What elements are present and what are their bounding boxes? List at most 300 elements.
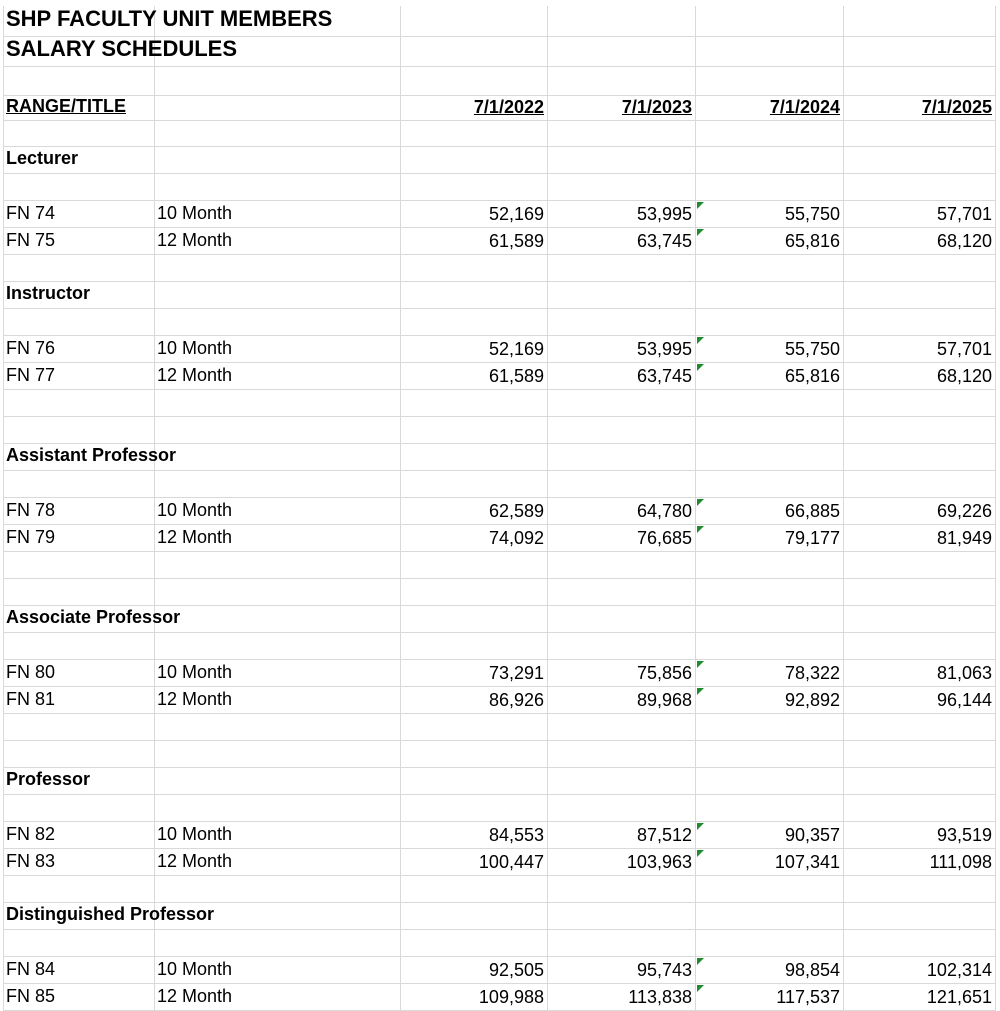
column-header-date: 7/1/2022 — [473, 97, 544, 117]
empty-cell[interactable] — [548, 309, 696, 336]
empty-cell[interactable] — [155, 147, 401, 174]
table-row — [3, 849, 996, 876]
term-cell[interactable] — [155, 498, 401, 525]
salary-cell[interactable] — [844, 822, 996, 849]
empty-cell[interactable] — [696, 174, 844, 201]
empty-cell[interactable] — [548, 282, 696, 309]
salary-value: 90,357 — [784, 825, 840, 845]
empty-cell[interactable] — [548, 37, 696, 67]
empty-cell[interactable] — [401, 876, 548, 903]
error-indicator-icon[interactable] — [697, 661, 704, 668]
empty-cell[interactable] — [401, 6, 548, 37]
term-cell[interactable] — [155, 336, 401, 363]
blank-row — [3, 633, 996, 660]
empty-cell[interactable] — [696, 903, 844, 930]
salary-value: 109,988 — [478, 987, 544, 1007]
sheet-title-line-2: SALARY SCHEDULES — [6, 36, 238, 61]
empty-cell[interactable] — [3, 714, 155, 741]
salary-value: 107,341 — [774, 852, 840, 872]
empty-cell[interactable] — [548, 417, 696, 444]
empty-cell[interactable] — [155, 255, 401, 282]
term-label: 10 Month — [157, 338, 233, 358]
salary-cell[interactable] — [401, 660, 548, 687]
section-label-cell[interactable] — [3, 147, 155, 174]
empty-cell[interactable] — [155, 552, 401, 579]
salary-value: 53,995 — [636, 204, 692, 224]
empty-cell[interactable] — [844, 67, 996, 96]
empty-cell[interactable] — [696, 67, 844, 96]
range-code: FN 80 — [6, 662, 56, 682]
empty-cell[interactable] — [548, 390, 696, 417]
empty-cell[interactable] — [844, 444, 996, 471]
salary-cell[interactable] — [401, 363, 548, 390]
title-row — [3, 6, 996, 37]
salary-cell[interactable] — [401, 201, 548, 228]
empty-cell[interactable] — [3, 67, 155, 96]
blank-row — [3, 417, 996, 444]
error-indicator-icon[interactable] — [697, 958, 704, 965]
empty-cell[interactable] — [696, 930, 844, 957]
empty-cell[interactable] — [548, 255, 696, 282]
empty-cell[interactable] — [155, 96, 401, 121]
empty-cell[interactable] — [401, 255, 548, 282]
range-cell[interactable] — [3, 525, 155, 552]
term-label: 12 Month — [157, 851, 233, 871]
empty-cell[interactable] — [696, 606, 844, 633]
empty-cell[interactable] — [401, 444, 548, 471]
empty-cell[interactable] — [401, 147, 548, 174]
term-cell[interactable] — [155, 984, 401, 1011]
empty-cell[interactable] — [155, 579, 401, 606]
empty-cell[interactable] — [548, 876, 696, 903]
column-header-date: 7/1/2025 — [921, 97, 992, 117]
empty-cell[interactable] — [844, 606, 996, 633]
salary-cell[interactable] — [401, 849, 548, 876]
range-cell[interactable] — [3, 228, 155, 255]
empty-cell[interactable] — [155, 768, 401, 795]
empty-cell[interactable] — [844, 876, 996, 903]
salary-cell[interactable] — [548, 525, 696, 552]
section-label-cell[interactable] — [3, 903, 215, 930]
salary-value: 68,120 — [936, 231, 992, 251]
salary-cell[interactable] — [401, 822, 548, 849]
salary-cell[interactable] — [401, 525, 548, 552]
header-range-title[interactable] — [3, 96, 155, 121]
blank-row — [3, 930, 996, 957]
empty-cell[interactable] — [548, 552, 696, 579]
empty-cell[interactable] — [401, 606, 548, 633]
range-code: FN 85 — [6, 986, 56, 1006]
empty-cell[interactable] — [401, 552, 548, 579]
empty-cell[interactable] — [696, 417, 844, 444]
empty-cell[interactable] — [3, 795, 155, 822]
term-cell[interactable] — [155, 363, 401, 390]
empty-cell[interactable] — [696, 282, 844, 309]
salary-value: 64,780 — [636, 501, 692, 521]
empty-cell[interactable] — [844, 552, 996, 579]
empty-cell[interactable] — [3, 930, 155, 957]
empty-cell[interactable] — [3, 417, 155, 444]
section-row — [3, 903, 996, 930]
header-row — [3, 96, 996, 121]
empty-cell[interactable] — [696, 768, 844, 795]
table-row — [3, 228, 996, 255]
salary-value: 66,885 — [784, 501, 840, 521]
salary-cell[interactable] — [844, 228, 996, 255]
salary-cell[interactable] — [548, 228, 696, 255]
salary-cell[interactable] — [844, 201, 996, 228]
empty-cell[interactable] — [401, 309, 548, 336]
error-indicator-icon[interactable] — [697, 499, 704, 506]
salary-cell[interactable] — [548, 201, 696, 228]
error-indicator-icon[interactable] — [697, 688, 704, 695]
empty-cell[interactable] — [155, 37, 401, 67]
empty-cell[interactable] — [696, 552, 844, 579]
range-cell[interactable] — [3, 822, 155, 849]
empty-cell[interactable] — [3, 579, 155, 606]
section-row — [3, 606, 996, 633]
range-code: FN 78 — [6, 500, 56, 520]
salary-cell[interactable] — [844, 363, 996, 390]
empty-cell[interactable] — [696, 147, 844, 174]
empty-cell[interactable] — [844, 147, 996, 174]
salary-value: 52,169 — [488, 339, 544, 359]
section-label-cell[interactable] — [3, 768, 155, 795]
salary-value: 55,750 — [784, 204, 840, 224]
salary-cell[interactable] — [696, 660, 844, 687]
salary-cell[interactable] — [844, 687, 996, 714]
section-title: Instructor — [6, 283, 91, 303]
term-label: 12 Month — [157, 365, 233, 385]
salary-cell[interactable] — [548, 363, 696, 390]
empty-cell[interactable] — [155, 121, 401, 147]
salary-cell[interactable] — [401, 984, 548, 1011]
empty-cell[interactable] — [401, 121, 548, 147]
empty-cell[interactable] — [155, 67, 401, 96]
salary-cell[interactable] — [548, 687, 696, 714]
salary-cell[interactable] — [696, 822, 844, 849]
empty-cell[interactable] — [696, 309, 844, 336]
empty-cell[interactable] — [844, 471, 996, 498]
salary-cell[interactable] — [548, 660, 696, 687]
empty-cell[interactable] — [844, 390, 996, 417]
empty-cell[interactable] — [696, 633, 844, 660]
empty-cell[interactable] — [844, 930, 996, 957]
empty-cell[interactable] — [696, 255, 844, 282]
salary-cell[interactable] — [548, 336, 696, 363]
salary-value: 89,968 — [636, 690, 692, 710]
term-cell[interactable] — [155, 201, 401, 228]
salary-value: 73,291 — [488, 663, 544, 683]
salary-cell[interactable] — [844, 984, 996, 1011]
salary-cell[interactable] — [696, 525, 844, 552]
range-cell[interactable] — [3, 984, 155, 1011]
salary-cell[interactable] — [548, 822, 696, 849]
salary-cell[interactable] — [548, 498, 696, 525]
empty-cell[interactable] — [401, 390, 548, 417]
section-label-cell[interactable] — [3, 444, 177, 471]
empty-cell[interactable] — [3, 121, 155, 147]
salary-cell[interactable] — [696, 228, 844, 255]
salary-cell[interactable] — [401, 687, 548, 714]
empty-cell[interactable] — [844, 903, 996, 930]
empty-cell[interactable] — [3, 741, 155, 768]
term-cell[interactable] — [155, 525, 401, 552]
table-row — [3, 336, 996, 363]
salary-value: 78,322 — [784, 663, 840, 683]
empty-cell[interactable] — [548, 67, 696, 96]
term-label: 10 Month — [157, 500, 233, 520]
salary-cell[interactable] — [401, 336, 548, 363]
empty-cell[interactable] — [844, 121, 996, 147]
empty-cell[interactable] — [3, 471, 155, 498]
column-header-range-title: RANGE/TITLE — [6, 96, 126, 116]
empty-cell[interactable] — [155, 174, 401, 201]
salary-value: 102,314 — [926, 960, 992, 980]
empty-cell[interactable] — [548, 147, 696, 174]
range-cell[interactable] — [3, 687, 155, 714]
empty-cell[interactable] — [844, 282, 996, 309]
header-date-cell[interactable] — [548, 96, 696, 121]
table-row — [3, 687, 996, 714]
salary-cell[interactable] — [696, 984, 844, 1011]
empty-cell[interactable] — [401, 282, 548, 309]
empty-cell[interactable] — [3, 309, 155, 336]
empty-cell[interactable] — [696, 37, 844, 67]
salary-value: 61,589 — [488, 231, 544, 251]
empty-cell[interactable] — [401, 768, 548, 795]
empty-cell[interactable] — [401, 579, 548, 606]
error-indicator-icon[interactable] — [697, 364, 704, 371]
empty-cell[interactable] — [401, 903, 548, 930]
salary-value: 96,144 — [936, 690, 992, 710]
empty-cell[interactable] — [696, 390, 844, 417]
range-cell[interactable] — [3, 201, 155, 228]
empty-cell[interactable] — [155, 444, 401, 471]
section-row — [3, 147, 996, 174]
empty-cell[interactable] — [401, 633, 548, 660]
salary-cell[interactable] — [696, 687, 844, 714]
salary-value: 57,701 — [936, 339, 992, 359]
column-header-date: 7/1/2023 — [621, 97, 692, 117]
empty-cell[interactable] — [548, 768, 696, 795]
range-cell[interactable] — [3, 849, 155, 876]
empty-cell[interactable] — [3, 255, 155, 282]
salary-cell[interactable] — [844, 525, 996, 552]
term-cell[interactable] — [155, 822, 401, 849]
empty-cell[interactable] — [401, 795, 548, 822]
salary-cell[interactable] — [401, 228, 548, 255]
range-cell[interactable] — [3, 336, 155, 363]
table-row — [3, 363, 996, 390]
empty-cell[interactable] — [844, 768, 996, 795]
table-row — [3, 822, 996, 849]
empty-cell[interactable] — [548, 741, 696, 768]
empty-cell[interactable] — [844, 795, 996, 822]
empty-cell[interactable] — [401, 471, 548, 498]
empty-cell[interactable] — [548, 930, 696, 957]
empty-cell[interactable] — [548, 579, 696, 606]
error-indicator-icon[interactable] — [697, 823, 704, 830]
salary-cell[interactable] — [696, 498, 844, 525]
empty-cell[interactable] — [844, 6, 996, 37]
salary-value: 117,537 — [776, 987, 840, 1007]
table-row — [3, 201, 996, 228]
empty-cell[interactable] — [3, 552, 155, 579]
title-cell[interactable] — [3, 36, 238, 67]
table-row — [3, 957, 996, 984]
empty-cell[interactable] — [155, 633, 401, 660]
empty-cell[interactable] — [401, 37, 548, 67]
empty-cell[interactable] — [548, 795, 696, 822]
term-cell[interactable] — [155, 660, 401, 687]
salary-value: 81,063 — [936, 663, 992, 683]
salary-cell[interactable] — [844, 957, 996, 984]
empty-cell[interactable] — [155, 471, 401, 498]
salary-value: 81,949 — [936, 528, 992, 548]
salary-cell[interactable] — [696, 363, 844, 390]
empty-cell[interactable] — [696, 121, 844, 147]
term-label: 10 Month — [157, 203, 233, 223]
header-date-cell[interactable] — [844, 96, 996, 121]
range-code: FN 81 — [6, 689, 56, 709]
empty-cell[interactable] — [548, 444, 696, 471]
empty-cell[interactable] — [696, 741, 844, 768]
salary-value: 62,589 — [488, 501, 544, 521]
salary-value: 87,512 — [636, 825, 692, 845]
empty-cell[interactable] — [155, 930, 401, 957]
salary-cell[interactable] — [696, 849, 844, 876]
error-indicator-icon[interactable] — [697, 337, 704, 344]
empty-cell[interactable] — [844, 37, 996, 67]
term-label: 12 Month — [157, 986, 233, 1006]
empty-cell[interactable] — [696, 714, 844, 741]
empty-cell[interactable] — [3, 876, 155, 903]
term-cell[interactable] — [155, 849, 401, 876]
empty-cell[interactable] — [548, 174, 696, 201]
salary-cell[interactable] — [696, 201, 844, 228]
section-title: Assistant Professor — [6, 445, 177, 465]
salary-cell[interactable] — [548, 957, 696, 984]
empty-cell[interactable] — [696, 471, 844, 498]
empty-cell[interactable] — [155, 6, 401, 37]
range-cell[interactable] — [3, 363, 155, 390]
section-row — [3, 768, 996, 795]
empty-cell[interactable] — [548, 6, 696, 37]
empty-cell[interactable] — [844, 174, 996, 201]
empty-cell[interactable] — [844, 714, 996, 741]
section-label-cell[interactable] — [3, 282, 155, 309]
range-cell[interactable] — [3, 660, 155, 687]
error-indicator-icon[interactable] — [697, 850, 704, 857]
blank-row — [3, 390, 996, 417]
salary-value: 92,505 — [488, 960, 544, 980]
empty-cell[interactable] — [155, 795, 401, 822]
range-code: FN 83 — [6, 851, 56, 871]
term-cell[interactable] — [155, 228, 401, 255]
blank-row — [3, 67, 996, 96]
empty-cell[interactable] — [401, 741, 548, 768]
salary-cell[interactable] — [696, 957, 844, 984]
empty-cell[interactable] — [548, 606, 696, 633]
salary-cell[interactable] — [548, 984, 696, 1011]
empty-cell[interactable] — [155, 606, 401, 633]
salary-cell[interactable] — [844, 498, 996, 525]
section-label-cell[interactable] — [3, 606, 181, 633]
range-code: FN 74 — [6, 203, 56, 223]
empty-cell[interactable] — [844, 309, 996, 336]
range-cell[interactable] — [3, 957, 155, 984]
empty-cell[interactable] — [844, 741, 996, 768]
error-indicator-icon[interactable] — [697, 229, 704, 236]
empty-cell[interactable] — [696, 444, 844, 471]
error-indicator-icon[interactable] — [697, 202, 704, 209]
empty-cell[interactable] — [696, 6, 844, 37]
empty-cell[interactable] — [401, 417, 548, 444]
empty-cell[interactable] — [155, 417, 401, 444]
empty-cell[interactable] — [696, 876, 844, 903]
empty-cell[interactable] — [548, 121, 696, 147]
salary-cell[interactable] — [844, 849, 996, 876]
empty-cell[interactable] — [548, 471, 696, 498]
header-date-cell[interactable] — [696, 96, 844, 121]
empty-cell[interactable] — [401, 67, 548, 96]
term-label: 10 Month — [157, 824, 233, 844]
empty-cell[interactable] — [844, 417, 996, 444]
range-cell[interactable] — [3, 498, 155, 525]
range-code: FN 76 — [6, 338, 56, 358]
empty-cell[interactable] — [3, 390, 155, 417]
empty-cell[interactable] — [401, 930, 548, 957]
title-cell[interactable] — [3, 6, 333, 37]
empty-cell[interactable] — [3, 174, 155, 201]
term-cell[interactable] — [155, 957, 401, 984]
salary-cell[interactable] — [401, 498, 548, 525]
section-row — [3, 282, 996, 309]
empty-cell[interactable] — [155, 714, 401, 741]
empty-cell[interactable] — [155, 876, 401, 903]
empty-cell[interactable] — [548, 714, 696, 741]
header-date-cell[interactable] — [401, 96, 548, 121]
salary-cell[interactable] — [844, 336, 996, 363]
salary-value: 65,816 — [784, 366, 840, 386]
salary-cell[interactable] — [548, 849, 696, 876]
empty-cell[interactable] — [548, 633, 696, 660]
empty-cell[interactable] — [844, 579, 996, 606]
blank-row — [3, 579, 996, 606]
empty-cell[interactable] — [844, 633, 996, 660]
empty-cell[interactable] — [401, 714, 548, 741]
error-indicator-icon[interactable] — [697, 526, 704, 533]
empty-cell[interactable] — [155, 282, 401, 309]
empty-cell[interactable] — [3, 633, 155, 660]
term-cell[interactable] — [155, 687, 401, 714]
salary-cell[interactable] — [844, 660, 996, 687]
empty-cell[interactable] — [155, 309, 401, 336]
empty-cell[interactable] — [696, 795, 844, 822]
empty-cell[interactable] — [155, 390, 401, 417]
empty-cell[interactable] — [844, 255, 996, 282]
salary-cell[interactable] — [401, 957, 548, 984]
empty-cell[interactable] — [548, 903, 696, 930]
empty-cell[interactable] — [401, 174, 548, 201]
section-row — [3, 444, 996, 471]
salary-cell[interactable] — [696, 336, 844, 363]
salary-value: 57,701 — [936, 204, 992, 224]
empty-cell[interactable] — [696, 579, 844, 606]
empty-cell[interactable] — [155, 741, 401, 768]
error-indicator-icon[interactable] — [697, 985, 704, 992]
